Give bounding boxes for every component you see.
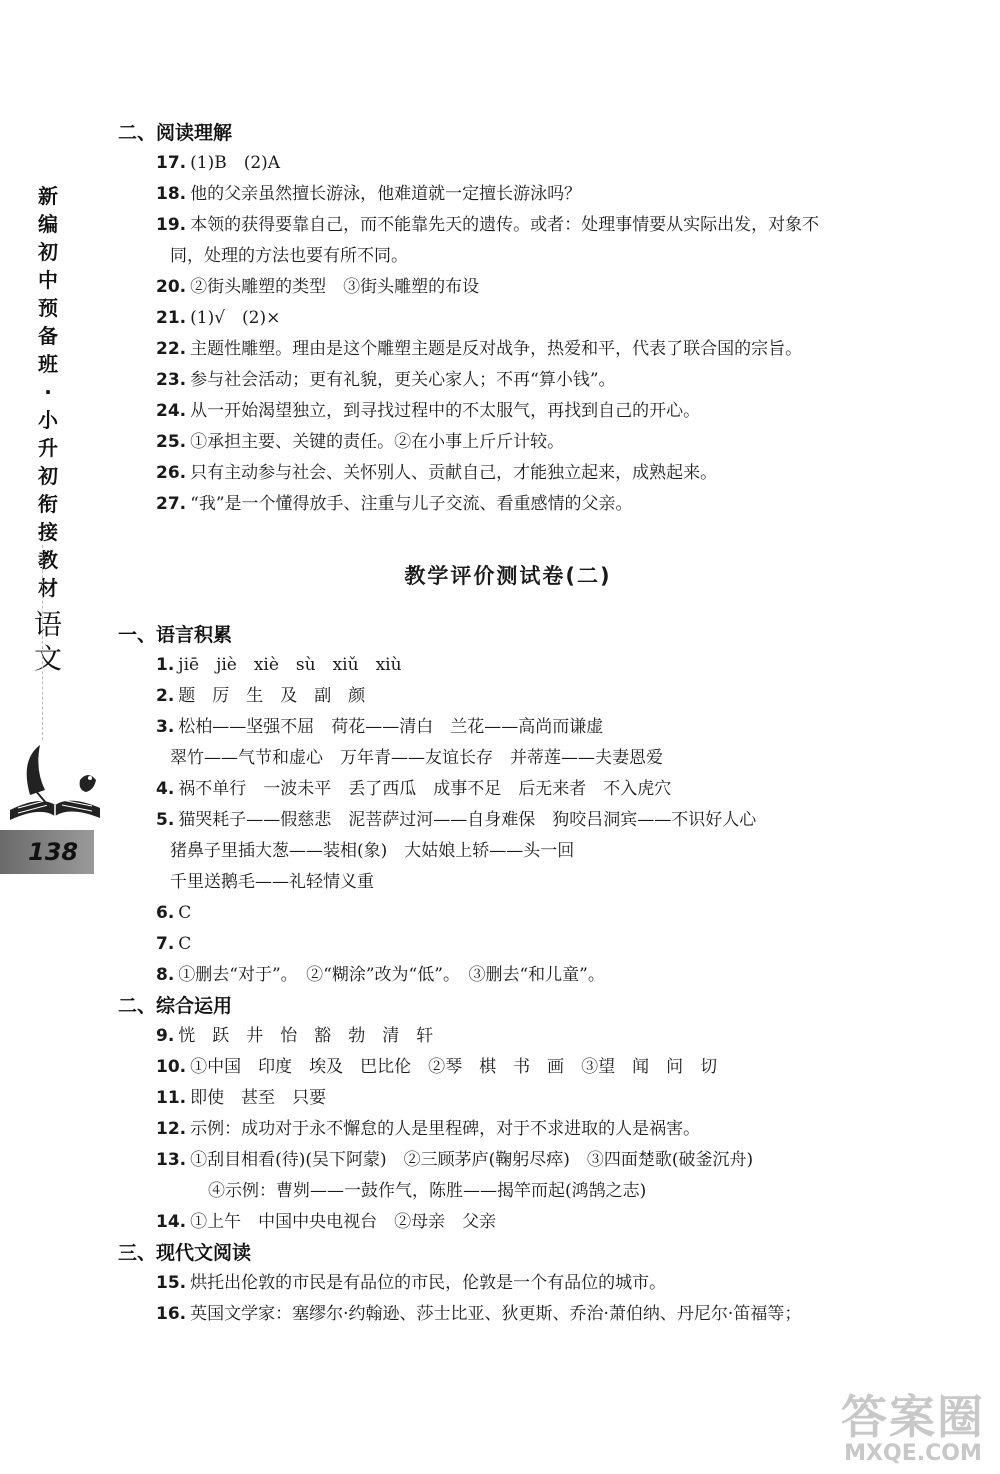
item-number: 13. <box>156 1150 187 1170</box>
item-text: C <box>178 903 192 923</box>
answer-item <box>118 210 978 241</box>
sidebar-char: 小 <box>38 408 58 432</box>
answer-content <box>118 118 978 1330</box>
answer-item <box>118 650 978 681</box>
answer-item <box>118 805 978 836</box>
item-text: ①刮目相看(待)(吴下阿蒙) ②三顾茅庐(鞠躬尽瘁) ③四面楚歌(破釜沉舟) <box>190 1150 754 1170</box>
section-reading-comprehension <box>118 118 978 520</box>
page-number: 138 <box>28 838 79 866</box>
item-number: 19. <box>156 215 187 235</box>
book-quill-illustration <box>0 740 110 830</box>
answer-item <box>118 396 978 427</box>
item-text: 主题性雕塑。理由是这个雕塑主题是反对战争，热爱和平，代表了联合国的宗旨。 <box>190 339 803 359</box>
sidebar-divider <box>42 545 44 740</box>
item-text: 题 厉 生 及 副 颜 <box>178 686 366 706</box>
answer-item <box>118 929 978 960</box>
sidebar-char: 编 <box>38 212 58 236</box>
section-heading: 一、语言积累 <box>118 624 233 646</box>
item-number: 15. <box>156 1273 187 1293</box>
answer-item <box>118 334 978 365</box>
sidebar-char: 衔 <box>38 492 58 516</box>
item-number: 14. <box>156 1212 187 1232</box>
item-continuation: 猪鼻子里插大葱——装相(象) 大姑娘上轿——头一回 <box>170 841 575 861</box>
item-number: 11. <box>156 1088 187 1108</box>
item-number: 5. <box>156 810 175 830</box>
item-number: 2. <box>156 686 175 706</box>
item-text: 烘托出伦敦的市民是有品位的市民，伦敦是一个有品位的城市。 <box>190 1273 667 1293</box>
section-heading: 二、综合运用 <box>118 995 233 1017</box>
sidebar-subject: 语文 <box>33 608 62 675</box>
item-text: jiē jiè xiè sù xiǔ xiù <box>178 655 402 675</box>
answer-item <box>118 960 978 991</box>
item-number: 22. <box>156 339 187 359</box>
item-number: 6. <box>156 903 175 923</box>
item-text: ②街头雕塑的类型 ③街头雕塑的布设 <box>190 277 480 297</box>
item-text: (1)√ (2)× <box>190 308 281 328</box>
watermark-url: MXQE.COM <box>844 1441 982 1466</box>
answer-item <box>118 179 978 210</box>
answer-item <box>118 427 978 458</box>
item-number: 4. <box>156 779 175 799</box>
item-text: 祸不单行 一波未平 丢了西瓜 成事不足 后无来者 不入虎穴 <box>178 779 672 799</box>
item-text: 猫哭耗子——假慈悲 泥菩萨过河——自身难保 狗咬吕洞宾——不识好人心 <box>178 810 757 830</box>
sidebar-char: 初 <box>38 240 58 264</box>
item-number: 8. <box>156 965 175 985</box>
item-number: 18. <box>156 184 187 204</box>
item-text: 只有主动参与社会、关怀别人、贡献自己，才能独立起来，成熟起来。 <box>190 463 718 483</box>
section-heading: 二、阅读理解 <box>118 122 233 144</box>
item-number: 9. <box>156 1026 175 1046</box>
item-number: 23. <box>156 370 187 390</box>
item-text: 本领的获得要靠自己，而不能靠先天的遗传。或者：处理事情要从实际出发，对象不 <box>190 215 820 235</box>
item-text: 示例：成功对于永不懈怠的人是里程碑，对于不求进取的人是祸害。 <box>190 1119 701 1139</box>
answer-item <box>118 1114 978 1145</box>
answer-item <box>118 272 978 303</box>
answer-item <box>118 712 978 743</box>
answer-item <box>118 1021 978 1052</box>
answer-item <box>118 1083 978 1114</box>
item-continuation: 翠竹——气节和虚心 万年青——友谊长存 并蒂莲——夫妻恩爱 <box>170 748 663 768</box>
test-title: 教学评价测试卷(二) <box>404 564 612 588</box>
item-text: (1)B (2)A <box>190 153 281 173</box>
item-number: 20. <box>156 277 187 297</box>
watermark <box>838 1392 988 1466</box>
item-text: ①承担主要、关键的责任。②在小事上斤斤计较。 <box>190 432 565 452</box>
sidebar-char: 升 <box>38 436 58 460</box>
answer-item <box>118 774 978 805</box>
sidebar-char: 班 <box>38 352 58 376</box>
sidebar-char: 新 <box>38 184 58 208</box>
sidebar-char: 预 <box>38 296 58 320</box>
item-text: 英国文学家：塞缪尔·约翰逊、莎士比亚、狄更斯、乔治·萧伯纳、丹尼尔·笛福等； <box>190 1304 802 1324</box>
answer-item <box>118 1207 978 1238</box>
item-number: 26. <box>156 463 187 483</box>
book-series-sidebar <box>28 182 68 676</box>
item-number: 1. <box>156 655 175 675</box>
sidebar-char: 备 <box>38 324 58 348</box>
item-number: 25. <box>156 432 187 452</box>
answer-item <box>118 148 978 179</box>
item-text: ①上午 中国中央电视台 ②母亲 父亲 <box>190 1212 497 1232</box>
watermark-main: 答案圈 <box>841 1390 985 1444</box>
item-text: 从一开始渴望独立，到寻找过程中的不太服气，再找到自己的开心。 <box>190 401 701 421</box>
item-number: 16. <box>156 1304 187 1324</box>
item-number: 3. <box>156 717 175 737</box>
item-text: 恍 跃 井 怡 豁 勃 清 轩 <box>178 1026 434 1046</box>
answer-item <box>118 489 978 520</box>
item-number: 7. <box>156 934 175 954</box>
answer-item <box>118 1145 978 1176</box>
answer-item <box>118 1052 978 1083</box>
sidebar-char: 中 <box>38 268 58 292</box>
item-continuation: ④示例：曹刿——一鼓作气，陈胜——揭竿而起(鸿鹄之志) <box>208 1181 647 1201</box>
item-text: C <box>178 934 192 954</box>
answer-item <box>118 1268 978 1299</box>
item-continuation: 千里送鹅毛——礼轻情义重 <box>170 872 374 892</box>
sidebar-char: 材 <box>38 576 58 600</box>
item-text: 即使 甚至 只要 <box>190 1088 327 1108</box>
item-text: 参与社会活动；更有礼貌，更关心家人；不再“算小钱”。 <box>190 370 616 390</box>
answer-item <box>118 303 978 334</box>
answer-item <box>118 458 978 489</box>
item-text: “我”是一个懂得放手、注重与儿子交流、看重感情的父亲。 <box>190 494 633 514</box>
answer-item <box>118 681 978 712</box>
item-number: 10. <box>156 1057 187 1077</box>
section-comprehensive-use <box>118 991 978 1238</box>
item-number: 21. <box>156 308 187 328</box>
answer-item <box>118 898 978 929</box>
section-modern-reading <box>118 1238 978 1330</box>
item-text: ①删去“对于”。 ②“糊涂”改为“低”。 ③删去“和儿童”。 <box>178 965 605 985</box>
section-heading: 三、现代文阅读 <box>118 1242 252 1264</box>
item-number: 24. <box>156 401 187 421</box>
answer-item <box>118 1299 978 1330</box>
sidebar-char: 教 <box>38 548 58 572</box>
item-number: 12. <box>156 1119 187 1139</box>
item-text: 松柏——坚强不屈 荷花——清白 兰花——高尚而谦虚 <box>178 717 604 737</box>
section-language-accumulation <box>118 620 978 991</box>
item-number: 27. <box>156 494 187 514</box>
item-number: 17. <box>156 153 187 173</box>
item-continuation: 同，处理的方法也要有所不同。 <box>170 246 408 266</box>
sidebar-char: 接 <box>38 520 58 544</box>
sidebar-char: 初 <box>38 464 58 488</box>
sidebar-char: · <box>44 380 52 404</box>
item-text: ①中国 印度 埃及 巴比伦 ②琴 棋 书 画 ③望 闻 问 切 <box>190 1057 718 1077</box>
answer-item <box>118 365 978 396</box>
item-text: 他的父亲虽然擅长游泳，他难道就一定擅长游泳吗？ <box>190 184 582 204</box>
